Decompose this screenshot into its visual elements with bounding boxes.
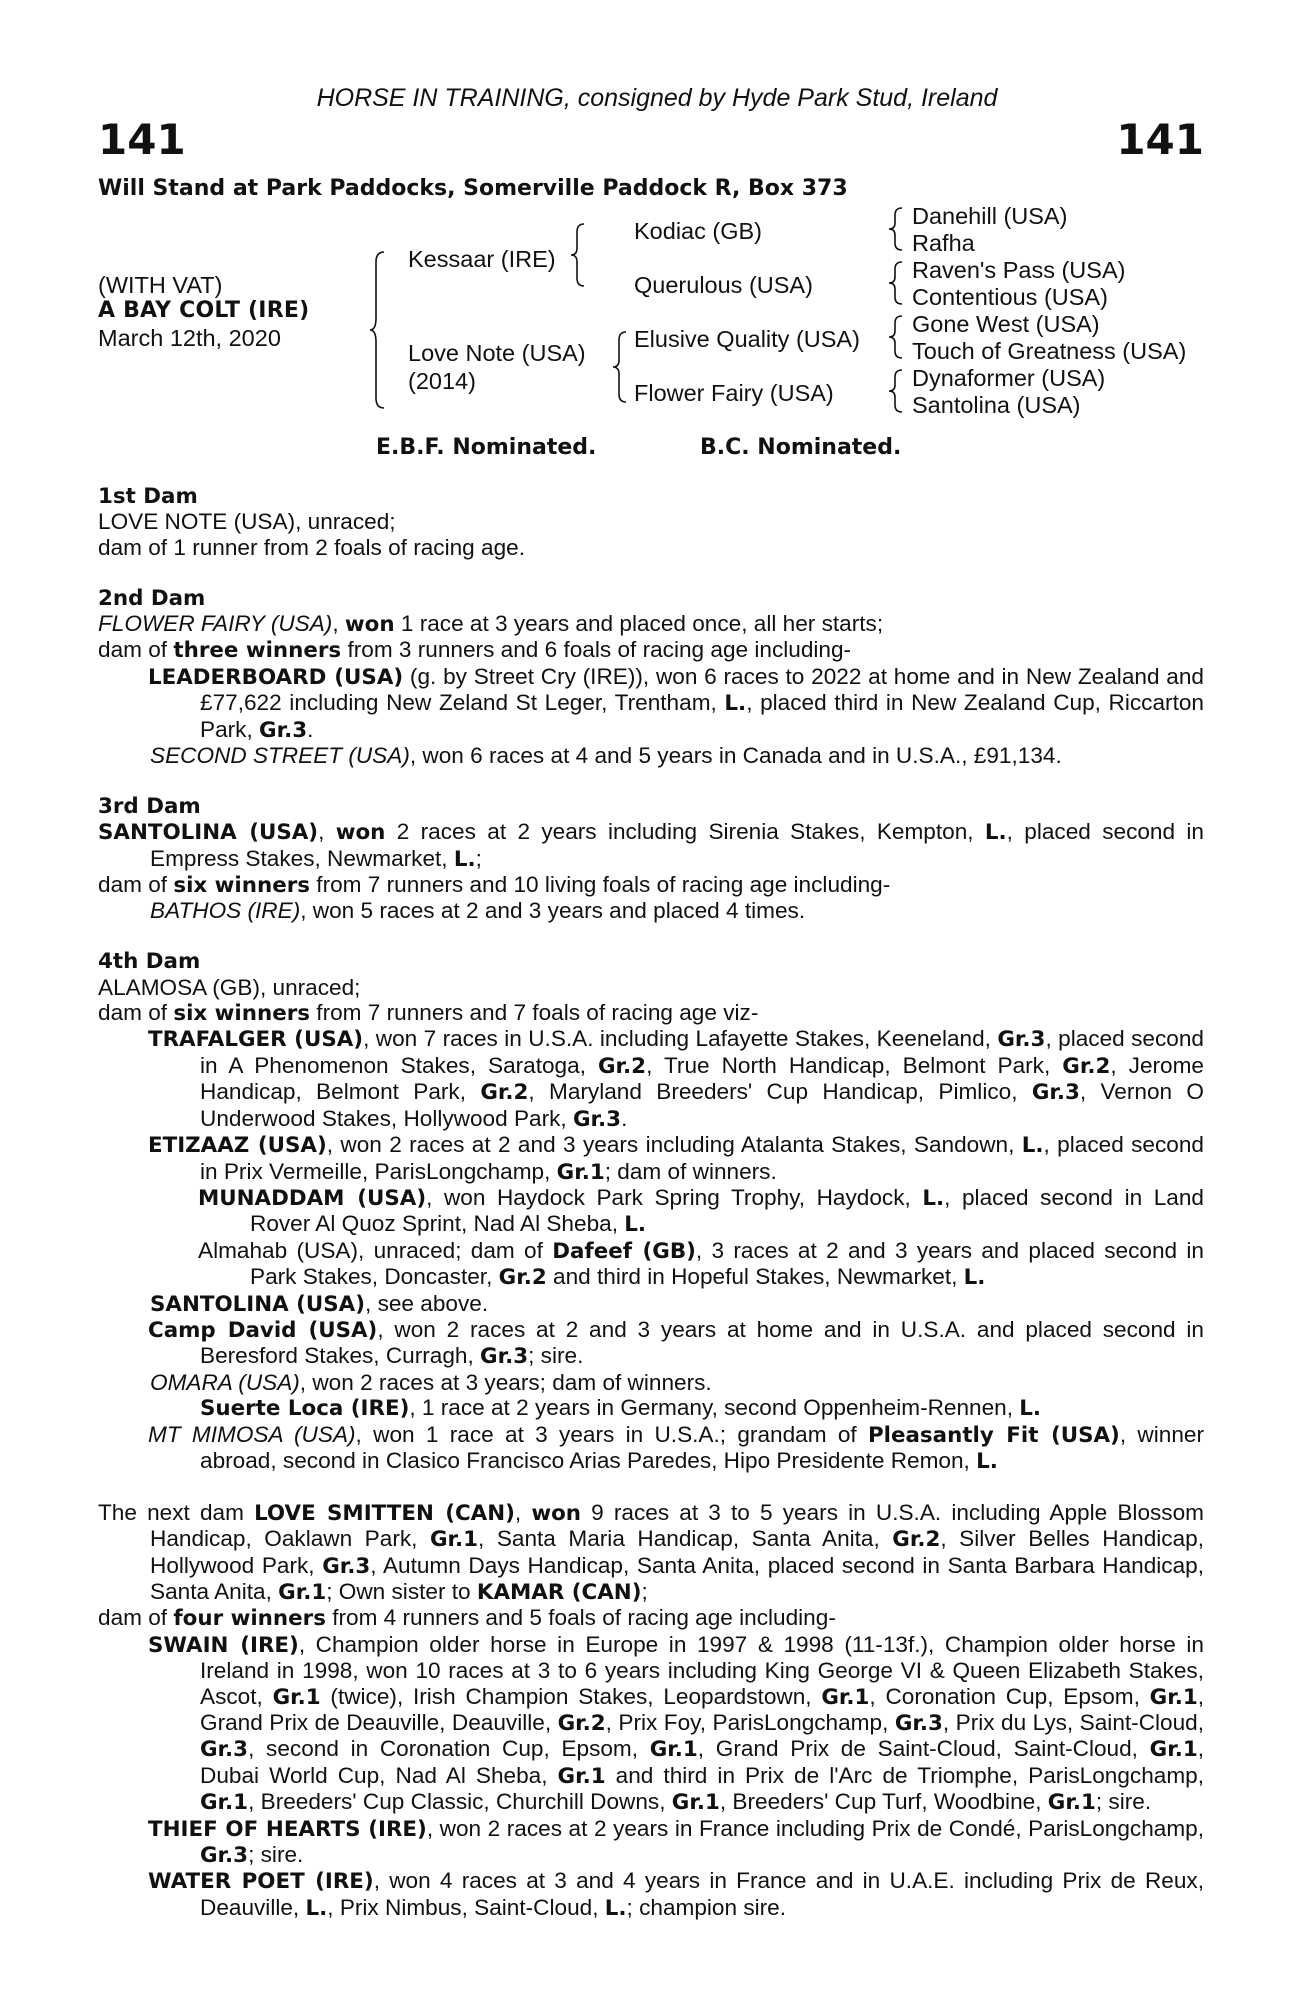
next-dam-record: The next dam LOVE SMITTEN (CAN), won 9 races at 3 to 5 years in U.S.A. including Apple Blossom Handicap, Oaklawn Park, Gr.1, Santa Maria Handicap, Santa Anita, Gr.2, Silver Belles Handicap, Hollywood Park, Gr.3, Autumn Days Handicap, Santa Anita, placed second in Santa Barbara Handicap, Santa Anita, Gr.1; Own sister to KAMAR (CAN); (98, 1499, 1204, 1605)
pedigree-bracket-g2 (888, 260, 906, 306)
dam4-record: ALAMOSA (GB), unraced; (98, 974, 361, 1000)
dam4-progeny: SANTOLINA (USA), see above. (150, 1290, 489, 1317)
pedigree-g3-7: Dynaformer (USA) (912, 365, 1106, 391)
dam3-record: SANTOLINA (USA), won 2 races at 2 years including Sirenia Stakes, Kempton, L., placed second in Empress Stakes, Newmarket, L.; (98, 819, 1204, 872)
dam4-grandprogeny: MUNADDAM (USA), won Haydock Park Spring Trophy, Haydock, L., placed second in Land Rover Al Quoz Sprint, Nad Al Sheba, L. (198, 1184, 1204, 1238)
dam4-progeny: TRAFALGER (USA), won 7 races in U.S.A. including Lafayette Stakes, Keeneland, Gr.3, placed second in A Phenomenon Stakes, Saratoga, Gr.2, True North Handicap, Belmont Park, Gr.2, Jerome Handicap, Belmont Park, Gr.2, Maryland Breeders' Cup Handicap, Pimlico, Gr.3, Vernon O Underwood Stakes, Hollywood Park, Gr.3. (148, 1026, 1204, 1132)
pedigree-dam: Love Note (USA) (408, 340, 586, 366)
catalogue-header: HORSE IN TRAINING, consigned by Hyde Park Stud, Ireland (316, 84, 998, 112)
pedigree-bracket-gen1 (370, 250, 390, 410)
dam4-produce: dam of six winners from 7 runners and 7 foals of racing age viz- (98, 1000, 759, 1027)
dam2-progeny: LEADERBOARD (USA) (g. by Street Cry (IRE)), won 6 races to 2022 at home and in New Zealand and £77,622 including New Zeland St Leger, Trentham, L., placed third in New Zealand Cup, Riccarton Park, Gr.3. (148, 663, 1204, 743)
dam4-grandprogeny: Suerte Loca (IRE), 1 race at 2 years in Germany, second Oppenheim-Rennen, L. (200, 1395, 1042, 1422)
dam4-progeny: MT MIMOSA (USA), won 1 race at 3 years in U.S.A.; grandam of Pleasantly Fit (USA), winner abroad, second in Clasico Francisco Arias Paredes, Hipo Presidente Remon, L. (148, 1421, 1204, 1474)
foaling-date: March 12th, 2020 (98, 325, 281, 351)
dam1-line: LOVE NOTE (USA), unraced; (98, 509, 396, 535)
pedigree-sire: Kessaar (IRE) (408, 246, 556, 272)
dam3-produce: dam of six winners from 7 runners and 10 living foals of racing age including- (98, 872, 891, 899)
dam1-heading: 1st Dam (98, 484, 198, 509)
dam3-progeny: BATHOS (IRE), won 5 races at 2 and 3 years and placed 4 times. (150, 898, 806, 924)
next-dam-produce: dam of four winners from 4 runners and 5 foals of racing age including- (98, 1605, 836, 1632)
dam4-grandprogeny: Almahab (USA), unraced; dam of Dafeef (GB), 3 races at 2 and 3 years and placed second in Park Stakes, Doncaster, Gr.2 and third in Hopeful Stakes, Newmarket, L. (198, 1237, 1205, 1291)
pedigree-bracket-g3 (888, 314, 906, 360)
pedigree-dam-dam: Flower Fairy (USA) (634, 380, 834, 406)
dam2-progeny: SECOND STREET (USA), won 6 races at 4 and 5 years in Canada and in U.S.A., £91,134. (150, 743, 1062, 769)
dam4-progeny: Camp David (USA), won 2 races at 2 and 3 years at home and in U.S.A. and placed second in Beresford Stakes, Curragh, Gr.3; sire. (148, 1316, 1204, 1370)
dam2-produce: dam of three winners from 3 runners and 6 foals of racing age including- (98, 637, 852, 664)
pedigree-g3-3: Raven's Pass (USA) (912, 257, 1126, 283)
pedigree-g3-5: Gone West (USA) (912, 311, 1100, 337)
stand-location: Will Stand at Park Paddocks, Somerville Paddock R, Box 373 (98, 176, 848, 201)
pedigree-bracket-g4 (888, 368, 906, 414)
catalogue-body (98, 484, 1204, 1921)
lot-number-right: 141 (1116, 115, 1204, 164)
dam4-progeny: ETIZAAZ (USA), won 2 races at 2 and 3 years including Atalanta Stakes, Sandown, L., placed second in Prix Vermeille, ParisLongchamp, Gr.1; dam of winners. (148, 1132, 1204, 1185)
dam4-heading: 4th Dam (98, 949, 201, 975)
pedigree-bracket-sire (570, 222, 590, 288)
pedigree-g3-8: Santolina (USA) (912, 392, 1081, 418)
next-dam-progeny: THIEF OF HEARTS (IRE), won 2 races at 2 years in France including Prix de Condé, ParisLongchamp, Gr.3; sire. (148, 1815, 1204, 1869)
dam3-heading: 3rd Dam (98, 793, 201, 819)
pedigree-sire-sire: Kodiac (GB) (634, 218, 762, 244)
pedigree-bracket-g1 (888, 206, 906, 252)
dam2-heading: 2nd Dam (98, 585, 206, 611)
pedigree-dam-year: (2014) (408, 368, 476, 394)
dam1-line: dam of 1 runner from 2 foals of racing age. (98, 534, 525, 560)
lot-number-left: 141 (98, 115, 186, 164)
pedigree-dam-sire: Elusive Quality (USA) (634, 326, 860, 352)
horse-name: A BAY COLT (IRE) (98, 298, 310, 323)
pedigree-bracket-dam (612, 330, 632, 404)
pedigree-g3-1: Danehill (USA) (912, 203, 1068, 229)
pedigree-g3-2: Rafha (912, 230, 975, 256)
bc-nomination: B.C. Nominated. (700, 435, 902, 460)
next-dam-progeny: WATER POET (IRE), won 4 races at 3 and 4 years in France and in U.A.E. including Prix de Reux, Deauville, L., Prix Nimbus, Saint-Cloud, L.; champion sire. (148, 1868, 1204, 1921)
pedigree-g3-6: Touch of Greatness (USA) (912, 338, 1187, 364)
next-dam-progeny: SWAIN (IRE), Champion older horse in Europe in 1997 & 1998 (11-13f.), Champion older horse in Ireland in 1998, won 10 races at 3 to 6 years including King George VI & Queen Elizabeth Stakes, Ascot, Gr.1 (twice), Irish Champion Stakes, Leopardstown, Gr.1, Coronation Cup, Epsom, Gr.1, Grand Prix de Deauville, Deauville, Gr.2, Prix Foy, ParisLongchamp, Gr.3, Prix du Lys, Saint-Cloud, Gr.3, second in Coronation Cup, Epsom, Gr.1, Grand Prix de Saint-Cloud, Saint-Cloud, Gr.1, Dubai World Cup, Nad Al Sheba, Gr.1 and third in Prix de l'Arc de Triomphe, ParisLongchamp, Gr.1, Breeders' Cup Classic, Churchill Downs, Gr.1, Breeders' Cup Turf, Woodbine, Gr.1; sire. (148, 1631, 1204, 1816)
dam4-progeny: OMARA (USA), won 2 races at 3 years; dam of winners. (150, 1369, 712, 1395)
pedigree-sire-dam: Querulous (USA) (634, 272, 813, 298)
vat-note: (WITH VAT) (98, 272, 223, 298)
dam2-record: FLOWER FAIRY (USA), won 1 race at 3 years and placed once, all her starts; (98, 611, 884, 638)
ebf-nomination: E.B.F. Nominated. (376, 435, 597, 460)
pedigree-g3-4: Contentious (USA) (912, 284, 1108, 310)
